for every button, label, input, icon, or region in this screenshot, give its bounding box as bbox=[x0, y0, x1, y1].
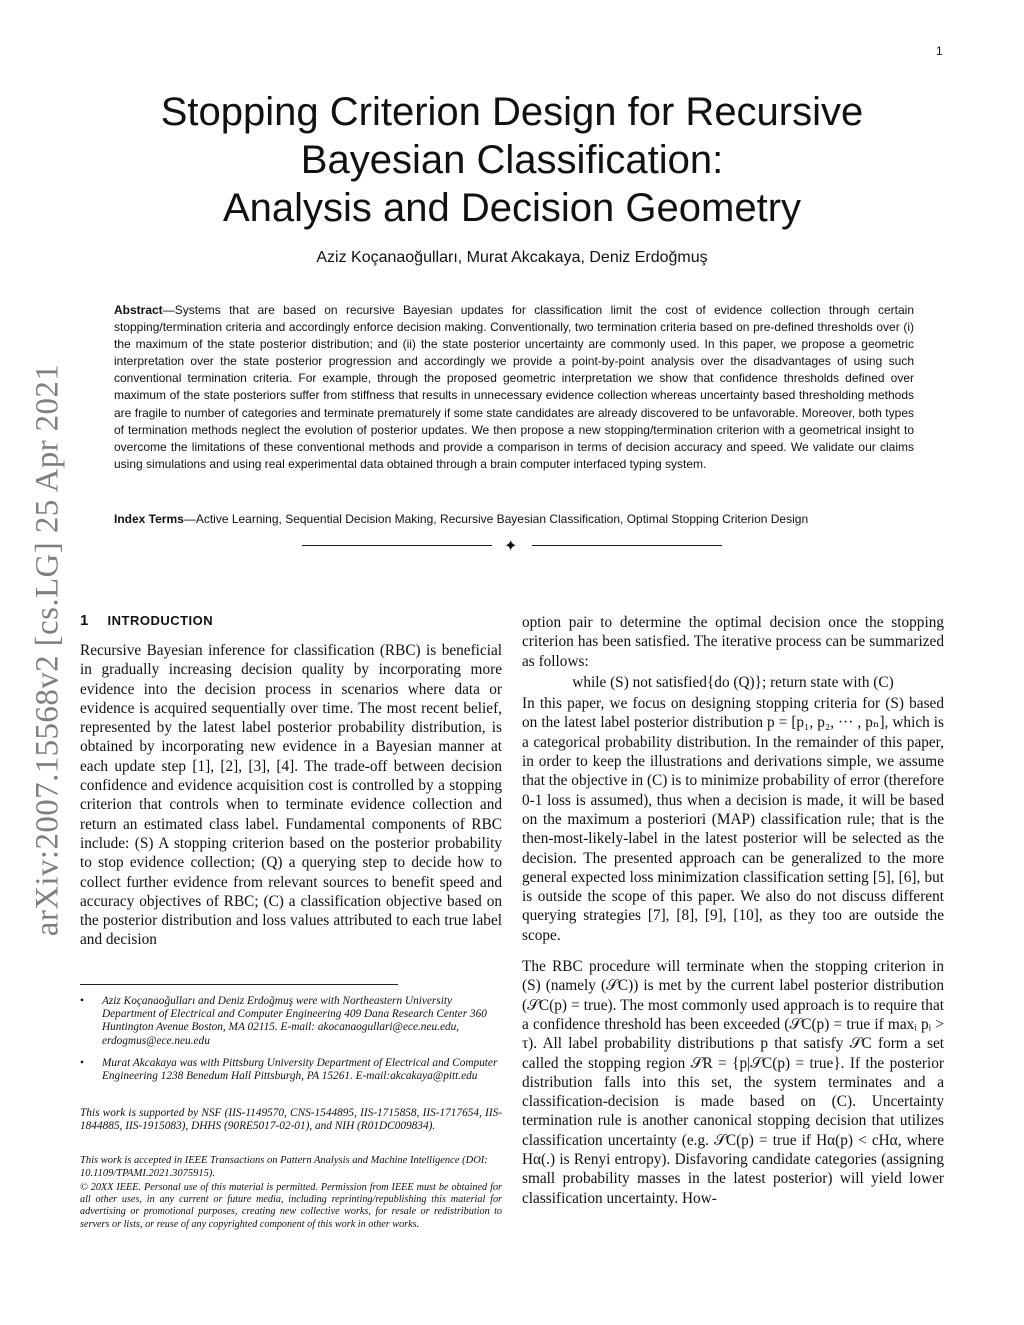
acceptance-note: This work is accepted in IEEE Transactions on Pattern Analysis and Machine Intelligence (DOI: 10.1109/TPAMI.2021.3075915). bbox=[80, 1155, 488, 1179]
index-terms-text: —Active Learning, Sequential Decision Making, Recursive Bayesian Classification, Optimal Stopping Criterion Design bbox=[183, 512, 809, 526]
index-terms-label: Index Terms bbox=[114, 512, 184, 526]
section-number: 1 bbox=[80, 612, 89, 629]
section-heading bbox=[80, 612, 213, 629]
title-line: Stopping Criterion Design for Recursive bbox=[160, 90, 864, 134]
intro-paragraph: Recursive Bayesian inference for classification (RBC) is beneficial in gradually increasing decision quality by incorporating more evidence into the decision process in scenarios where data or evidence is acquired sequentially over time. The most recent belief, represented by the latest label posterior probability distribution, is obtained by incorporating new evidence in a Bayesian manner at each update step [1], [2], [3], [4]. The trade-off between decision confidence and evidence acquisition cost is controlled by a stopping criterion that controls when to terminate evidence collection and return an estimated class label. Fundamental components of RBC include: (S) A stopping criterion based on the posterior probability to stop evidence collection; (Q) a querying step to decide how to collect further evidence from relevant sources to benefit speed and accuracy objectives of RBC; (C) a classification objective based on the posterior distribution and loss values attributed to each true label and decision bbox=[80, 642, 502, 949]
divider-diamond-icon: ✦ bbox=[504, 536, 518, 555]
right-column-text bbox=[522, 613, 944, 1208]
abstract-label: Abstract bbox=[114, 303, 163, 317]
intro-paragraph: option pair to determine the optimal decision once the stopping criterion has been satisfied. The iterative process can be summarized as follows: bbox=[522, 614, 944, 670]
paper-title bbox=[100, 88, 924, 232]
title-line: Bayesian Classification: bbox=[300, 138, 724, 182]
affiliation-text: Aziz Koçanaoğulları and Deniz Erdoğmuş were with Northeastern University Department of Electrical and Computer Engineering 409 Dana Research Center 360 Huntington Avenue Boston, MA 02115. E-mail: akocanaogullari@ece.neu.edu, erdogmus@ece.neu.edu bbox=[102, 995, 487, 1047]
intro-paragraph: In this paper, we focus on designing stopping criteria for (S) based on the latest label posterior distribution p = [p₁, p₂, ··· , pₙ], which is a categorical probability distribution. In the remainder of this paper, in order to keep the illustrations and derivations simple, we assume that the objective in (C) is to minimize probability of error (therefore 0-1 loss is assumed), thus when a decision is made, it will be based on the maximum a posteriori (MAP) classification rule; that is the then-most-likely-label in the latest posterior will be selected as the decision. The presented approach can be generalized to the more general expected loss minimization classification setting [5], [6], but is outside the scope of this paper. We also do not discuss different querying strategies [7], [8], [9], [10], as they too are outside the scope. bbox=[522, 695, 944, 944]
section-title: INTRODUCTION bbox=[107, 613, 214, 628]
footnote-affiliation bbox=[80, 995, 502, 1048]
page-number: 1 bbox=[936, 44, 943, 58]
footnote-rule bbox=[80, 984, 398, 985]
bullet-icon: • bbox=[80, 995, 84, 1007]
funding-note: This work is supported by NSF (IIS-1149570, CNS-1544895, IIS-1715858, IIS-1717654, IIS-1844885, IIS-1915083), DHHS (90RE5017-02-01), and NIH (R01DC009834). bbox=[80, 1107, 502, 1133]
arxiv-stamp[interactable]: arXiv:2007.15568v2 [cs.LG] 25 Apr 2021 bbox=[29, 363, 66, 937]
intro-paragraph: The RBC procedure will terminate when the stopping criterion in (S) (namely (𝒮C)) is met by the current label posterior distribution (𝒮C(p) = true). The most commonly used approach is to require that a confidence threshold has been exceeded (𝒮C(p) = true if maxᵢ pᵢ > τ). All label probability distributions p that satisfy 𝒮C form a set called the stopping region 𝒮R = {p|𝒮C(p) = true}. If the posterior distribution falls into this set, the system terminates and a classification-decision is made based on (C). Uncertainty termination rule is another canonical stopping decision that utilizes classification uncertainty (e.g. 𝒮C(p) = true if Hα(p) < cHα, where Hα(.) is Renyi entropy). Disfavoring candidate categories (assigning small probability masses in the latest posterior) will yield lower classification uncertainty. How- bbox=[522, 958, 944, 1207]
divider-right-rule bbox=[532, 545, 722, 546]
copyright-note: © 20XX IEEE. Personal use of this material is permitted. Permission from IEEE must be obtained for all other uses, in any current or future media, including reprinting/republishing this material for advertising or promotional purposes, creating new collective works, for resale or redistribution to servers or lists, or reuse of any copyrighted component of this work in other works. bbox=[80, 1182, 502, 1230]
abstract-text: —Systems that are based on recursive Bayesian updates for classification limit the cost of evidence collection through certain stopping/termination criteria and accordingly enforce decision making. Conventionally, two termination criteria based on pre-defined thresholds over (i) the maximum of the state posterior distribution; and (ii) the state posterior uncertainty are commonly used. In this paper, we propose a geometric interpretation over the state posterior progression and accordingly we provide a point-by-point analysis over the disadvantages of using such conventional termination criteria. For example, through the proposed geometric interpretation we show that confidence thresholds defined over maximum of the state posteriors suffer from stiffness that results in unnecessary evidence collection whereas uncertainty based thresholding methods are fragile to number of categories and terminate prematurely if some state candidates are already discovered to be unfavorable. Moreover, both types of termination methods neglect the evolution of posterior updates. We then propose a new stopping/termination criterion with a geometrical insight to overcome the limitations of these conventional methods and provide a comparison in terms of decision accuracy and speed. We validate our claims using simulations and using real experimental data obtained through a brain computer interfaced typing system. bbox=[114, 303, 914, 471]
bullet-icon: • bbox=[80, 1057, 84, 1069]
title-line: Analysis and Decision Geometry bbox=[222, 186, 802, 230]
algorithm-line: while (S) not satisfied{do (Q)}; return state with (C) bbox=[572, 673, 894, 691]
abstract bbox=[114, 302, 914, 473]
footnote-affiliation bbox=[80, 1057, 502, 1083]
affiliation-text: Murat Akcakaya was with Pittsburg University Department of Electrical and Computer Engineering 1238 Benedum Hall Pittsburgh, PA 15261. E-mail:akcakaya@pitt.edu bbox=[102, 1057, 498, 1083]
left-column-text bbox=[80, 641, 502, 950]
index-terms bbox=[114, 511, 914, 528]
divider-left-rule bbox=[302, 545, 492, 546]
author-list: Aziz Koçanaoğulları, Murat Akcakaya, Deniz Erdoğmuş bbox=[316, 249, 708, 266]
